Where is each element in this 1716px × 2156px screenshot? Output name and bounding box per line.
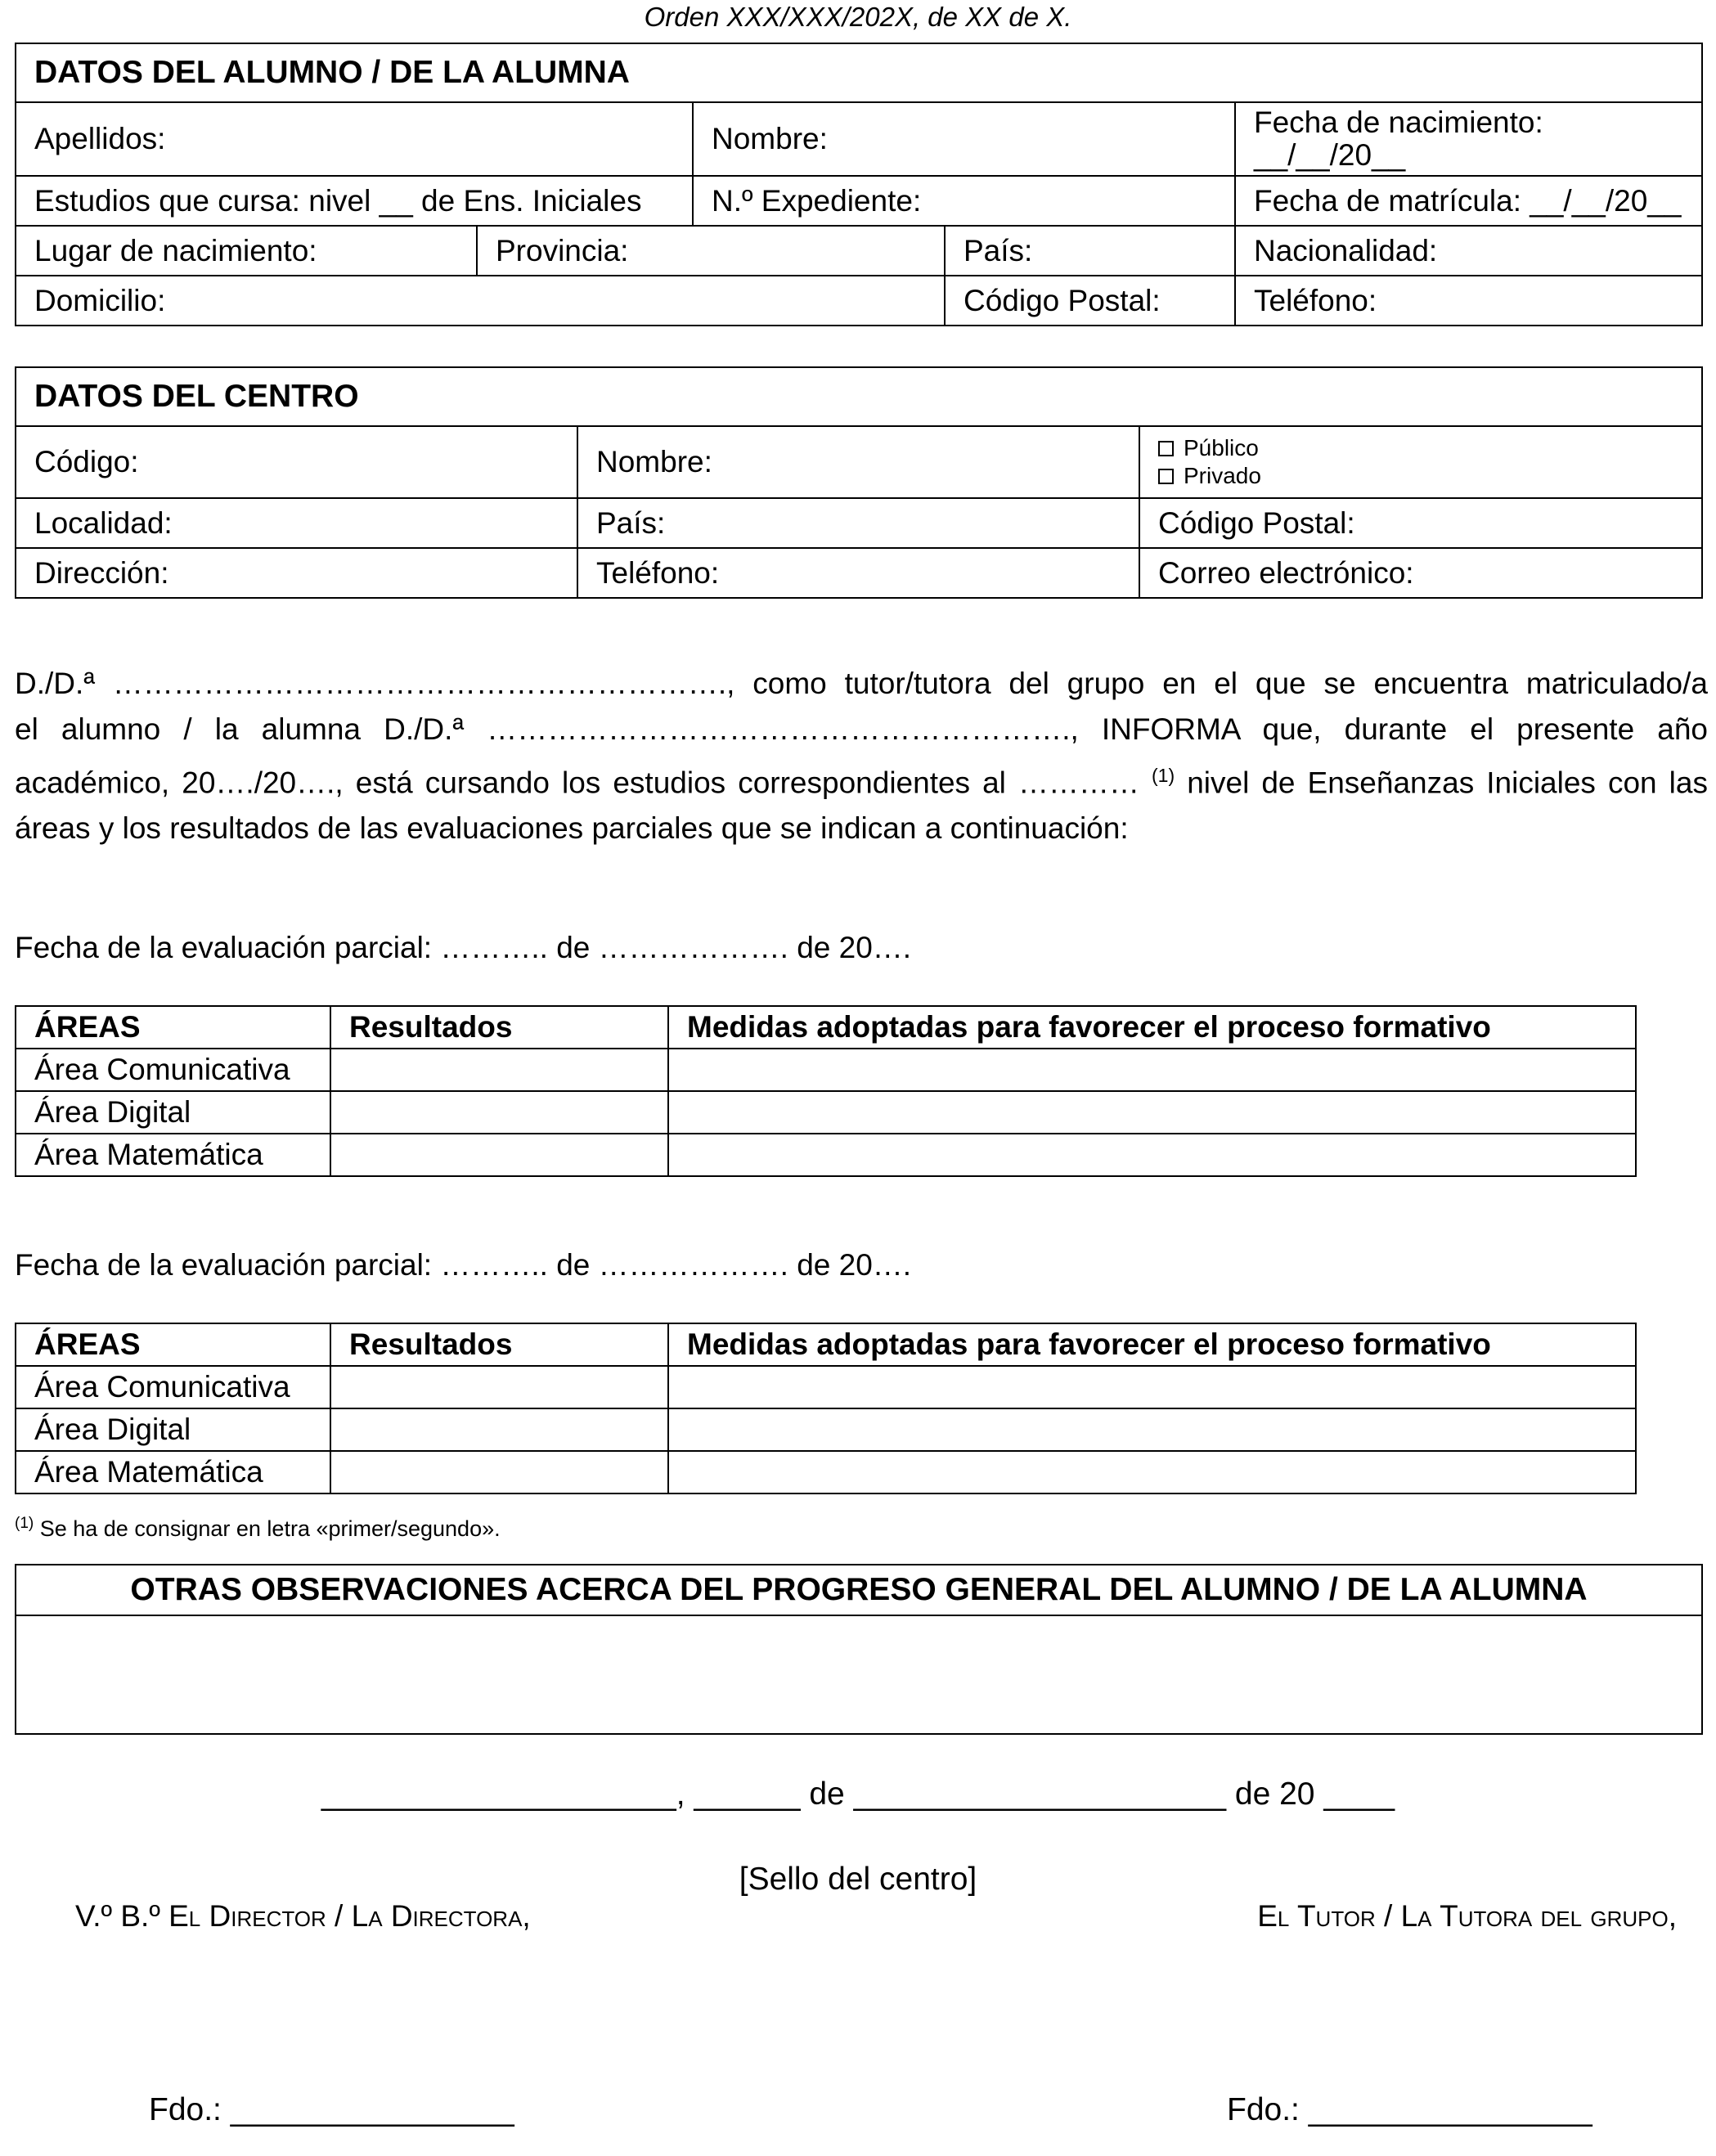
publico-label: Público <box>1184 435 1259 460</box>
privado-label: Privado <box>1184 463 1261 488</box>
center-correo-field[interactable]: Correo electrónico: <box>1139 548 1702 598</box>
telefono-field[interactable]: Teléfono: <box>1235 276 1702 326</box>
seal-placeholder: [Sello del centro] <box>739 1862 977 1897</box>
center-codigo-field[interactable]: Código: <box>16 426 577 498</box>
footnote <box>15 1515 501 1542</box>
paragraph-line-2: el alumno / la alumna D./D.ª …………………………………………………., INFORMA que, durante el presente año <box>15 712 1708 746</box>
resultado-cell[interactable] <box>330 1366 668 1408</box>
resultado-cell[interactable] <box>330 1451 668 1493</box>
resultado-cell[interactable] <box>330 1049 668 1091</box>
area-label: Área Digital <box>16 1408 330 1451</box>
center-data-table <box>15 366 1703 599</box>
resultado-cell[interactable] <box>330 1134 668 1176</box>
privado-checkbox[interactable] <box>1158 469 1174 484</box>
report-paragraph <box>15 661 1708 851</box>
area-label: Área Digital <box>16 1091 330 1134</box>
nacionalidad-field[interactable]: Nacionalidad: <box>1235 226 1702 276</box>
evaluation-date-2: Fecha de la evaluación parcial: ……….. de ………………. de 20…. <box>15 1248 912 1282</box>
evaluation-table-2 <box>15 1323 1637 1494</box>
order-reference: Orden XXX/XXX/202X, de XX de X. <box>644 2 1072 32</box>
observations-title: OTRAS OBSERVACIONES ACERCA DEL PROGRESO GENERAL DEL ALUMNO / DE LA ALUMNA <box>16 1565 1702 1615</box>
resultados-header: Resultados <box>330 1323 668 1366</box>
paragraph-line-3a: académico, 20…./20…., está cursando los estudios correspondientes al ………… <box>15 766 1152 800</box>
medidas-cell[interactable] <box>668 1451 1636 1493</box>
expediente-field[interactable]: N.º Expediente: <box>693 176 1235 226</box>
publico-checkbox[interactable] <box>1158 441 1174 456</box>
medidas-header: Medidas adoptadas para favorecer el proceso formativo <box>668 1323 1636 1366</box>
evaluation-date-1: Fecha de la evaluación parcial: ……….. de ………………. de 20…. <box>15 931 912 964</box>
center-direccion-field[interactable]: Dirección: <box>16 548 577 598</box>
area-label: Área Comunicativa <box>16 1049 330 1091</box>
medidas-cell[interactable] <box>668 1091 1636 1134</box>
domicilio-field[interactable]: Domicilio: <box>16 276 945 326</box>
footnote-ref: (1) <box>1152 765 1175 786</box>
paragraph-line-3b: nivel de Enseñanzas Iniciales con las <box>1175 766 1708 800</box>
area-label: Área Comunicativa <box>16 1366 330 1408</box>
estudios-field[interactable]: Estudios que cursa: nivel __ de Ens. Iniciales <box>16 176 693 226</box>
nombre-field[interactable]: Nombre: <box>693 102 1235 176</box>
director-signature-label: V.º B.º El Director / La Directora, <box>75 1899 531 1933</box>
center-nombre-field[interactable]: Nombre: <box>577 426 1139 498</box>
pais-field[interactable]: País: <box>945 226 1235 276</box>
medidas-cell[interactable] <box>668 1134 1636 1176</box>
publico-option[interactable] <box>1158 434 1701 462</box>
fecha-nacimiento-blank: __/__/20__ <box>1254 138 1406 172</box>
center-type-options <box>1139 426 1702 498</box>
medidas-cell[interactable] <box>668 1366 1636 1408</box>
paragraph-line-3 <box>15 752 1708 806</box>
center-telefono-field[interactable]: Teléfono: <box>577 548 1139 598</box>
resultados-header: Resultados <box>330 1006 668 1049</box>
area-label: Área Matemática <box>16 1134 330 1176</box>
provincia-field[interactable]: Provincia: <box>477 226 945 276</box>
codigo-postal-field[interactable]: Código Postal: <box>945 276 1235 326</box>
medidas-cell[interactable] <box>668 1408 1636 1451</box>
fecha-nacimiento-field[interactable] <box>1235 102 1702 176</box>
center-section-title: DATOS DEL CENTRO <box>16 367 1702 426</box>
tutor-fdo-line: Fdo.: ________________ <box>1227 2092 1592 2127</box>
evaluation-table-1 <box>15 1005 1637 1177</box>
place-date-line: ____________________, ______ de _____________________ de 20 ____ <box>321 1776 1395 1812</box>
observations-table <box>15 1564 1703 1735</box>
paragraph-line-1: D./D.ª ……………………………………………………., como tutor/tutora del grupo en el que se encuentra matriculado/a <box>15 667 1708 700</box>
tutor-signature-label: El Tutor / La Tutora del grupo, <box>1257 1899 1677 1933</box>
medidas-header: Medidas adoptadas para favorecer el proceso formativo <box>668 1006 1636 1049</box>
resultado-cell[interactable] <box>330 1408 668 1451</box>
apellidos-field[interactable]: Apellidos: <box>16 102 693 176</box>
student-data-table <box>15 43 1703 326</box>
area-label: Área Matemática <box>16 1451 330 1493</box>
lugar-nacimiento-field[interactable]: Lugar de nacimiento: <box>16 226 477 276</box>
center-localidad-field[interactable]: Localidad: <box>16 498 577 548</box>
fecha-nacimiento-label: Fecha de nacimiento: <box>1254 106 1543 139</box>
resultado-cell[interactable] <box>330 1091 668 1134</box>
director-fdo-line: Fdo.: ________________ <box>149 2092 514 2127</box>
privado-option[interactable] <box>1158 462 1701 490</box>
footnote-text: Se ha de consignar en letra «primer/segundo». <box>34 1516 501 1541</box>
paragraph-line-4: áreas y los resultados de las evaluaciones parciales que se indican a continuación: <box>15 811 1129 846</box>
center-pais-field[interactable]: País: <box>577 498 1139 548</box>
fecha-matricula-field[interactable]: Fecha de matrícula: __/__/20__ <box>1235 176 1702 226</box>
observations-field[interactable] <box>16 1615 1702 1734</box>
medidas-cell[interactable] <box>668 1049 1636 1091</box>
footnote-mark: (1) <box>15 1515 34 1532</box>
areas-header: ÁREAS <box>16 1006 330 1049</box>
center-cp-field[interactable]: Código Postal: <box>1139 498 1702 548</box>
areas-header: ÁREAS <box>16 1323 330 1366</box>
student-section-title: DATOS DEL ALUMNO / DE LA ALUMNA <box>16 43 1702 102</box>
